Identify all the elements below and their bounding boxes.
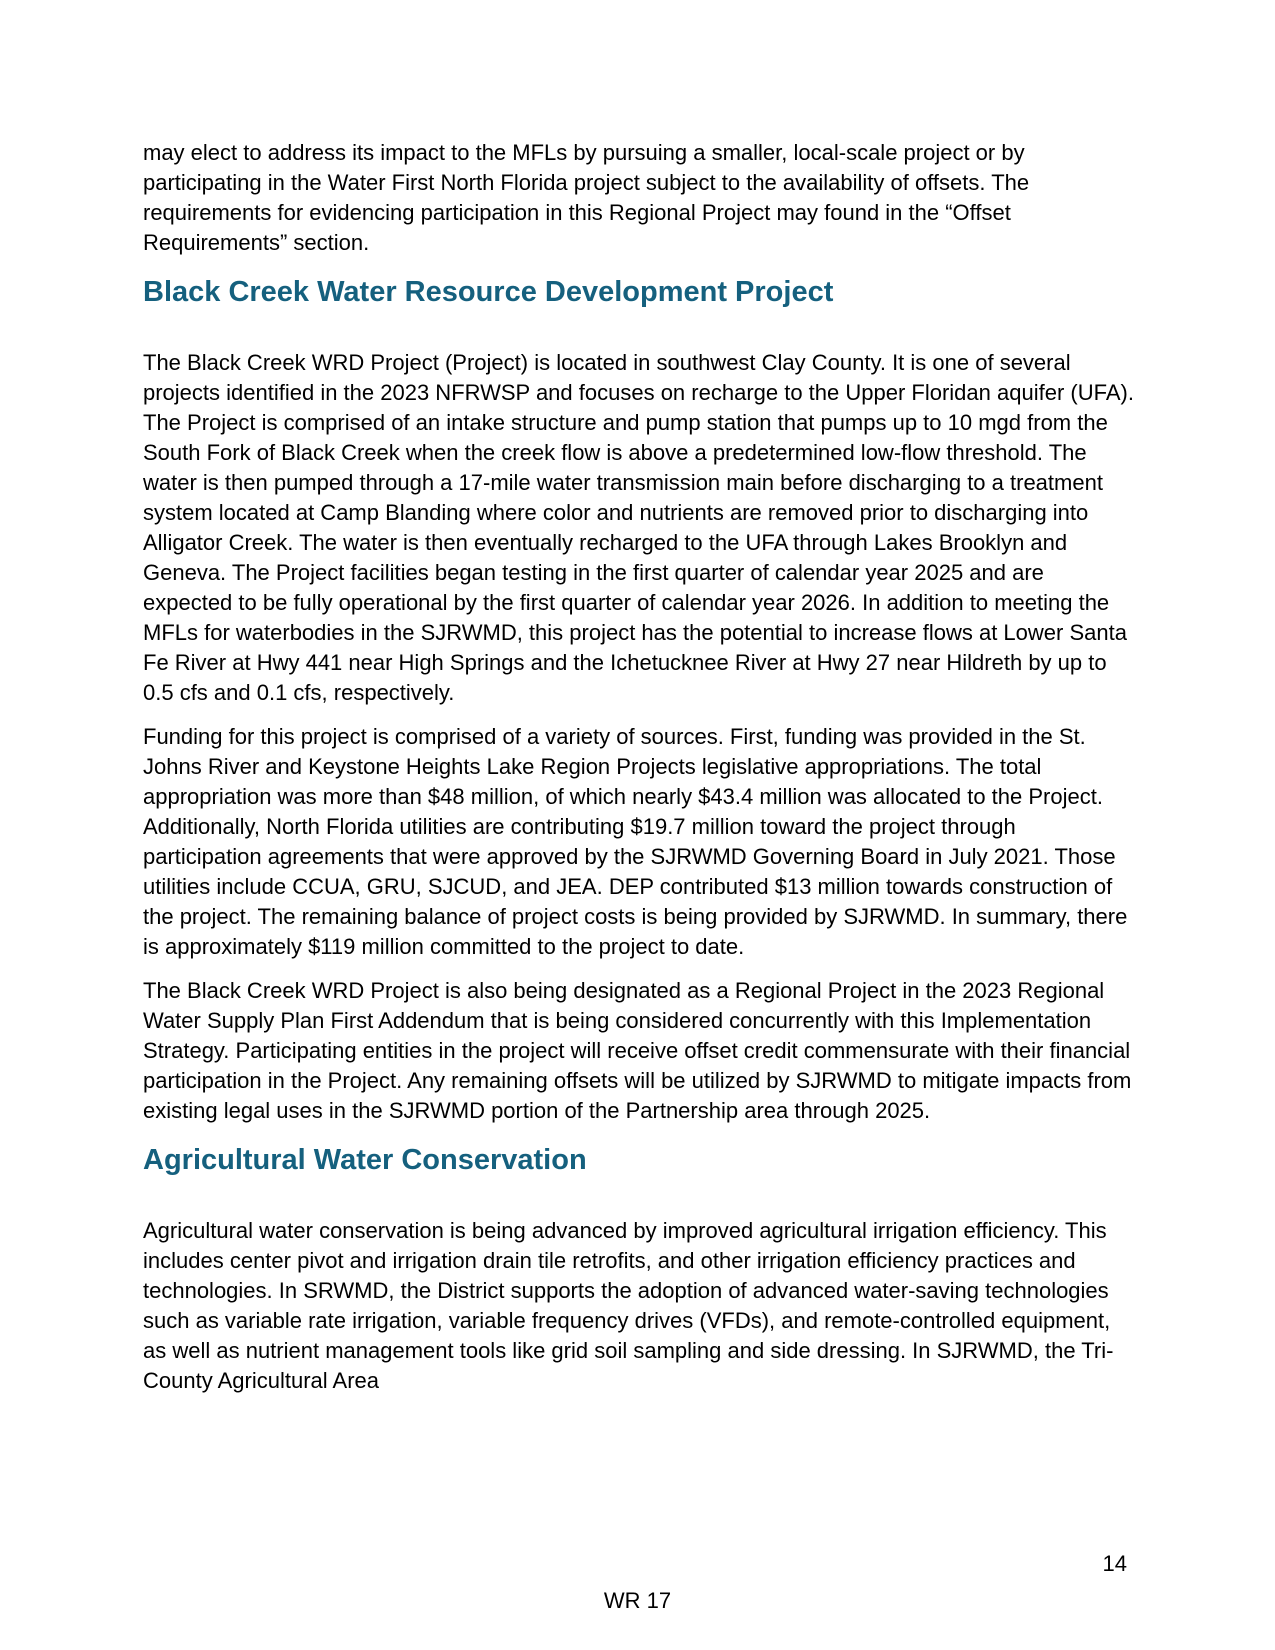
intro-paragraph: may elect to address its impact to the MFLs by pursuing a smaller, local-scale project or by participating in the Water First North Florida project subject to the availability of offsets. The requirements for evidencing participation in this Regional Project may found in the “Offset Requirements” section.: [143, 140, 1030, 255]
black-creek-paragraph-1: The Black Creek WRD Project (Project) is located in southwest Clay County. It is one of several projects identified in the 2023 NFRWSP and focuses on recharge to the Upper Floridan aquifer (UFA). The Project is comprised of an intake structure and pump station that pumps up to 10 mgd from the South Fork of Black Creek when the creek flow is above a predetermined low-flow threshold. The water is then pumped through a 17-mile water transmission main before discharging to a treatment system located at Camp Blanding where color and nutrients are removed prior to discharging into Alligator Creek. The water is then eventually recharged to the UFA through Lakes Brooklyn and Geneva. The Project facilities began testing in the first quarter of calendar year 2025 and are expected to be fully operational by the first quarter of calendar year 2026. In addition to meeting the MFLs for waterbodies in the SJRWMD, this project has the potential to increase flows at Lower Santa Fe River at Hwy 441 near High Springs and the Ichetucknee River at Hwy 27 near Hildreth by up to 0.5 cfs and 0.1 cfs, respectively.: [143, 350, 1134, 705]
black-creek-paragraph-2: Funding for this project is comprised of a variety of sources. First, funding was provided in the St. Johns River and Keystone Heights Lake Region Projects legislative appropriations. The total appropriation was more than $48 million, of which nearly $43.4 million was allocated to the Project. Additionally, North Florida utilities are contributing $19.7 million toward the project through participation agreements that were approved by the SJRWMD Governing Board in July 2021. Those utilities include CCUA, GRU, SJCUD, and JEA. DEP contributed $13 million towards construction of the project. The remaining balance of project costs is being provided by SJRWMD. In summary, there is approximately $119 million committed to the project to date.: [143, 724, 1128, 959]
page-number: 14: [1102, 1551, 1127, 1576]
footer-doc-code: WR 17: [603, 1588, 672, 1613]
section-heading-black-creek: Black Creek Water Resource Development Project: [143, 276, 834, 308]
page-content: [143, 138, 1138, 1410]
black-creek-paragraph-3: The Black Creek WRD Project is also being designated as a Regional Project in the 2023 Regional Water Supply Plan First Addendum that is being considered concurrently with this Implementation Strategy. Participating entities in the project will receive offset credit commensurate with their financial participation in the Project. Any remaining offsets will be utilized by SJRWMD to mitigate impacts from existing legal uses in the SJRWMD portion of the Partnership area through 2025.: [143, 978, 1132, 1123]
agricultural-water-paragraph-1: Agricultural water conservation is being advanced by improved agricultural irrigation efficiency. This includes center pivot and irrigation drain tile retrofits, and other irrigation efficiency practices and technologies. In SRWMD, the District supports the adoption of advanced water-saving technologies such as variable rate irrigation, variable frequency drives (VFDs), and remote-controlled equipment, as well as nutrient management tools like grid soil sampling and side dressing. In SJRWMD, the Tri-County Agricultural Area: [143, 1218, 1114, 1393]
section-heading-agricultural-water: Agricultural Water Conservation: [143, 1144, 587, 1176]
